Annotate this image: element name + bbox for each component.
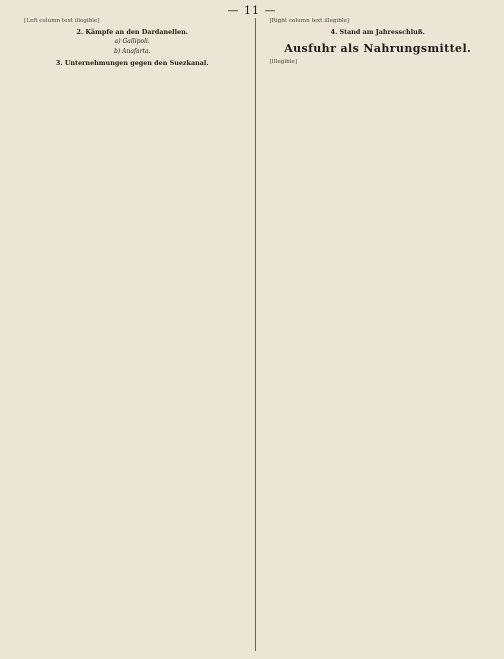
- page-number: — 11 —: [227, 4, 277, 17]
- section-heading: 3. Unternehmungen gegen den Suezkanal.: [55, 58, 209, 67]
- body-paragraph: [Illegible]: [269, 59, 298, 66]
- body-paragraph: [Left column text illegible]: [24, 18, 100, 24]
- section-heading: 4. Stand am Jahresschluß.: [330, 28, 425, 37]
- right-column: [264, 18, 493, 651]
- section-subheading: a) Gallipoli.: [114, 38, 150, 46]
- section-heading: 2. Kämpfe an den Dardanellen.: [76, 28, 188, 37]
- left-column: [18, 18, 247, 651]
- body-paragraph: [Right column text illegible]: [269, 18, 350, 24]
- section-subheading: b) Anafarta.: [114, 48, 151, 55]
- column-divider: [255, 18, 256, 651]
- feature-heading: Ausfuhr als Nahrungsmittel.: [284, 42, 472, 56]
- columns: [18, 18, 492, 651]
